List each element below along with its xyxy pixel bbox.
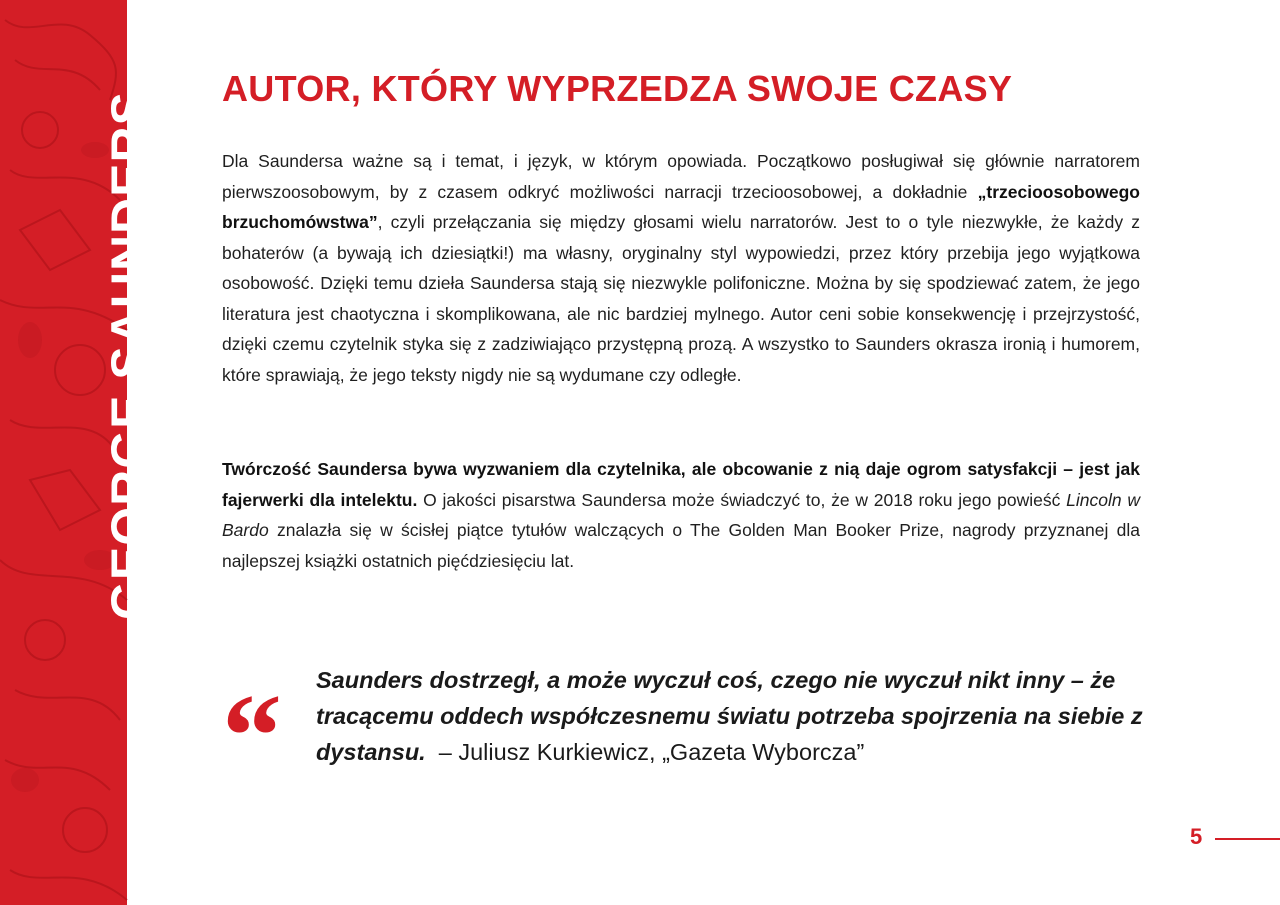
page-number-rule <box>1215 838 1280 840</box>
page-number: 5 <box>1190 824 1203 849</box>
paragraph-style-intro: Dla Saundersa ważne są i temat, i język, w którym opowiada. Początkowo posługiwał się głównie narratorem pierwszoosobowym, by z czasem odkryć możliwości narracji trzecioosobowej, a dokładnie <box>222 151 1140 202</box>
pull-quote-text: Saunders dostrzegł, a może wyczuł coś, czego nie wyczuł nikt inny – że tracącemu oddech współczesnemu światu potrzeba spojrzenia na siebie z dystansu. <box>316 667 1143 765</box>
paragraph-reception-text: O jakości pisarstwa Saundersa może świadczyć to, że w 2018 roku jego powieść <box>417 489 1067 510</box>
paragraph-style-bold-term: „trzecioosobowego brzuchomówstwa” <box>222 181 1140 232</box>
paragraph-style <box>222 146 1140 390</box>
page-title: AUTOR, KTÓRY WYPRZEDZA SWOJE CZASY <box>222 68 1013 109</box>
book-title: Lincoln w Bardo <box>222 489 1140 540</box>
paragraph-style-rest: , czyli przełączania się między głosami wielu narratorów. Jest to o tyle niezwykłe, że każdy z bohaterów (a bywają ich dziesiątki!) ma własny, oryginalny styl wypowiedzi, przez który przebija jego wyjątkowa osobowość. Dzięki temu dzieła Saundersa stają się niezwykle polifoniczne. Można by się spodziewać zatem, że jego literatura jest chaotyczna i skomplikowana, ale nic bardziej mylnego. Autor ceni sobie konsekwencję i przejrzystość, dzięki czemu czytelnik styka się z zadziwiająco przystępną prozą. A wszystko to Saunders okrasza ironią i humorem, które sprawiają, że jego teksty nigdy nie są wydumane czy odległe. <box>222 212 1140 385</box>
pull-quote <box>316 662 1196 770</box>
paragraph-reception-bold-lead: Twórczość Saundersa bywa wyzwaniem dla czytelnika, ale obcowanie z nią daje ogrom satysfakcji – jest jak fajerwerki dla intelektu. <box>222 459 1140 510</box>
sidebar-banner <box>0 0 157 905</box>
paragraph-reception <box>222 454 1140 576</box>
paragraph-reception-ending: znalazła się w ścisłej piątce tytułów walczących o The Golden Man Booker Prize, nagrody przyznanej dla najlepszej książki ostatnich pięćdziesięciu lat. <box>222 520 1140 571</box>
quote-mark-icon: “ <box>222 669 274 802</box>
pull-quote-attribution: – Juliusz Kurkiewicz, „Gazeta Wyborcza” <box>438 739 865 765</box>
sidebar-author-name: GEORGE SAUNDERS <box>101 91 157 620</box>
